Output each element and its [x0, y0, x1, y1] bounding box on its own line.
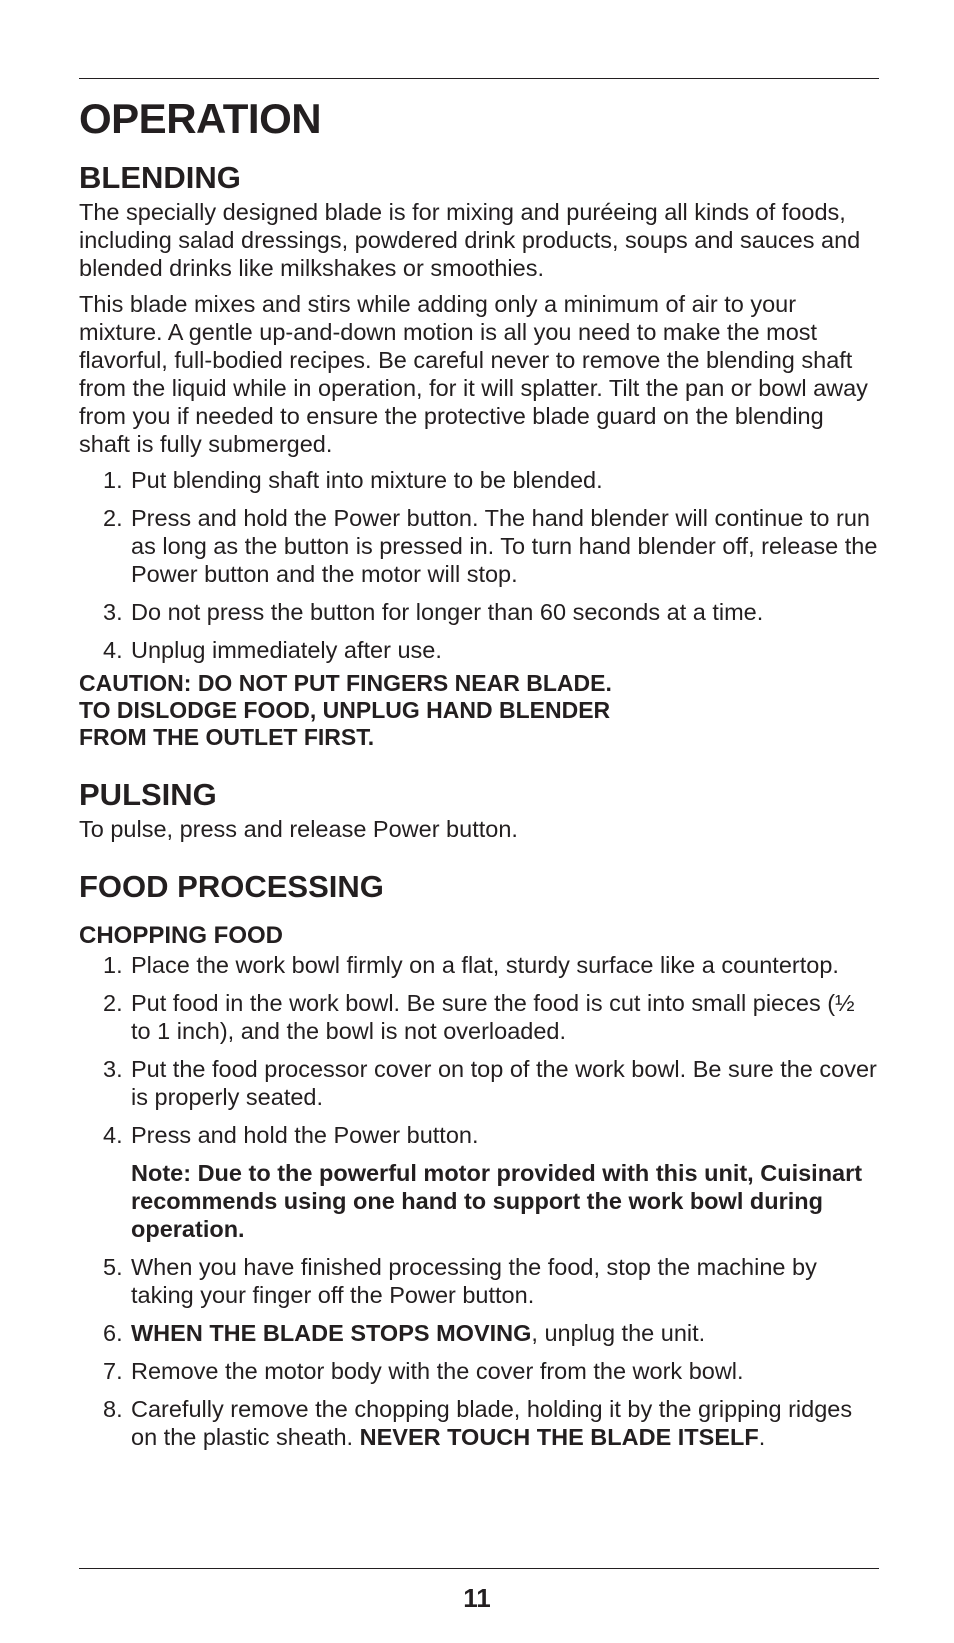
list-item [79, 1357, 879, 1385]
step-text: Put food in the work bowl. Be sure the food is cut into small pieces (½ to 1 inch), and the bowl is not overloaded. [131, 990, 855, 1044]
list-item [79, 1253, 879, 1309]
step-bold-text: NEVER TOUCH THE BLADE ITSELF [359, 1424, 759, 1450]
step-number: 2. [103, 505, 123, 531]
caution-line: TO DISLODGE FOOD, UNPLUG HAND BLENDER [79, 697, 611, 723]
list-item [79, 636, 879, 664]
list-item [79, 951, 879, 979]
list-item [79, 598, 879, 626]
step-text: Put the food processor cover on top of the work bowl. Be sure the cover is properly seated. [131, 1056, 877, 1110]
blending-heading: BLENDING [79, 160, 241, 195]
list-item [79, 466, 879, 494]
list-item [79, 1055, 879, 1111]
step-number: 3. [103, 599, 123, 625]
step-number: 1. [103, 467, 123, 493]
step-text: Remove the motor body with the cover from the work bowl. [131, 1358, 744, 1384]
pulsing-heading: PULSING [79, 777, 217, 812]
step-number: 3. [103, 1056, 123, 1082]
step-number: 7. [103, 1358, 123, 1384]
list-item [79, 1121, 879, 1149]
step-number: 1. [103, 952, 123, 978]
step-text: Place the work bowl firmly on a flat, sturdy surface like a countertop. [131, 952, 839, 978]
step-text: Do not press the button for longer than 60 seconds at a time. [131, 599, 764, 625]
caution-line: FROM THE OUTLET FIRST. [79, 724, 375, 750]
step-number: 4. [103, 1122, 123, 1148]
step-tail: . [758, 1424, 766, 1450]
chopping-food-subheading: CHOPPING FOOD [79, 922, 284, 949]
top-rule [79, 78, 879, 79]
list-item [79, 1395, 879, 1451]
chopping-steps [79, 951, 879, 1149]
pulsing-text: To pulse, press and release Power button. [79, 816, 518, 842]
caution-warning [79, 670, 879, 751]
step-number: 6. [103, 1320, 123, 1346]
chopping-steps-continued [79, 1253, 879, 1451]
list-item [79, 1319, 879, 1347]
page-title: OPERATION [79, 95, 322, 142]
motor-note: Note: Due to the powerful motor provided with this unit, Cuisinart recommends using one hand to support the work bowl during operation. [131, 1160, 863, 1242]
bottom-rule [79, 1568, 879, 1569]
step-text: When you have finished processing the food, stop the machine by taking your finger off the Power button. [131, 1254, 817, 1308]
step-text: Press and hold the Power button. The hand blender will continue to run as long as the button is pressed in. To turn hand blender off, release the Power button and the motor will stop. [131, 505, 878, 587]
list-item [79, 504, 879, 588]
caution-line: CAUTION: DO NOT PUT FINGERS NEAR BLADE. [79, 670, 612, 696]
step-number: 2. [103, 990, 123, 1016]
step-bold-text: WHEN THE BLADE STOPS MOVING [131, 1320, 532, 1346]
blending-intro: The specially designed blade is for mixing and puréeing all kinds of foods, including salad dressings, powdered drink products, soups and sauces and blended drinks like milkshakes or smoothies. [79, 199, 861, 281]
step-text: Put blending shaft into mixture to be blended. [131, 467, 603, 493]
page-number: 11 [463, 1583, 491, 1613]
step-number: 4. [103, 637, 123, 663]
step-number: 8. [103, 1396, 123, 1422]
step-text: Press and hold the Power button. [131, 1122, 479, 1148]
main-content [79, 158, 879, 1451]
step-text: Unplug immediately after use. [131, 637, 442, 663]
step-text: , unplug the unit. [531, 1320, 706, 1346]
blending-details: This blade mixes and stirs while adding only a minimum of air to your mixture. A gentle up-and-down motion is all you need to make the most flavorful, full-bodied recipes. Be careful never to remove the blending shaft from the liquid while in operation, for it will splatter. Tilt the pan or bowl away from you if needed to ensure the protective blade guard on the blending shaft is fully submerged. [79, 291, 868, 457]
blending-steps [79, 466, 879, 664]
food-processing-heading: FOOD PROCESSING [79, 869, 384, 904]
step-number: 5. [103, 1254, 123, 1280]
step-text: Carefully remove the chopping blade, holding it by the gripping ridges on the plastic sheath. [131, 1396, 853, 1450]
list-item [79, 989, 879, 1045]
